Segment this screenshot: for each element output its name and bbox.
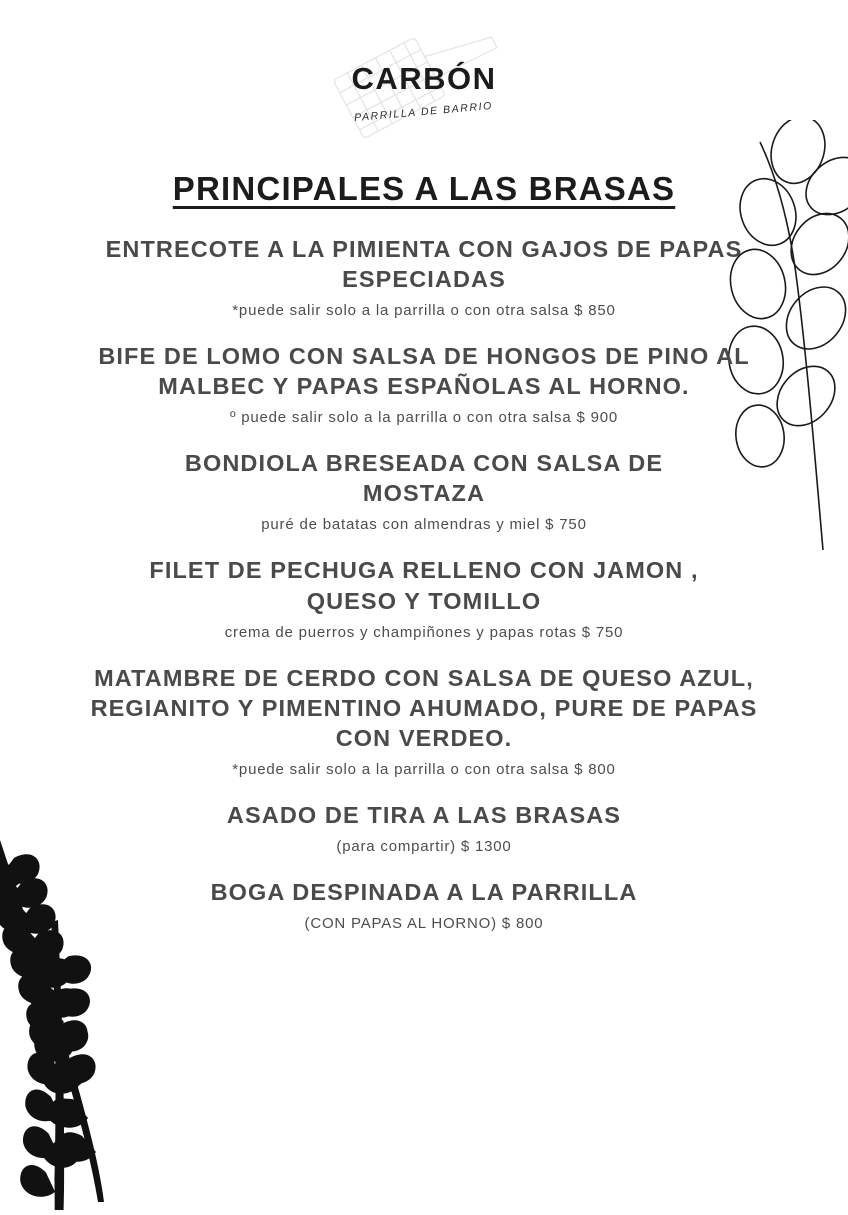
- menu-item-name: MATAMBRE DE CERDO CON SALSA DE QUESO AZUL, REGIANITO Y PIMENTINO AHUMADO, PURE DE PAPAS CON VERDEO.: [90, 664, 758, 751]
- menu-item-name: BONDIOLA BRESEADA CON SALSA DE MOSTAZA: [184, 450, 664, 507]
- brand-tagline: PARRILLA DE BARRIO: [354, 99, 494, 124]
- menu-item: [54, 877, 794, 932]
- menu-item: [54, 800, 794, 855]
- brand-logo: [0, 0, 848, 160]
- menu-item-description: º puede salir solo a la parrilla o con otra salsa $ 900: [229, 409, 618, 427]
- menu-list: [54, 234, 794, 932]
- menu-item-description: (CON PAPAS AL HORNO) $ 800: [304, 915, 544, 933]
- menu-item-name: BOGA DESPINADA A LA PARRILLA: [210, 878, 638, 905]
- menu-item: [54, 663, 794, 778]
- menu-item: [54, 234, 794, 319]
- menu-item-name: ASADO DE TIRA A LAS BRASAS: [226, 801, 622, 828]
- menu-item: [54, 448, 794, 533]
- menu-item-name: ENTRECOTE A LA PIMIENTA CON GAJOS DE PAPAS ESPECIADAS: [105, 236, 743, 293]
- menu-item-name: BIFE DE LOMO CON SALSA DE HONGOS DE PINO AL MALBEC Y PAPAS ESPAÑOLAS AL HORNO.: [98, 343, 750, 400]
- menu-item: [54, 555, 794, 640]
- menu-item-name: FILET DE PECHUGA RELLENO CON JAMON , QUESO Y TOMILLO: [149, 557, 699, 614]
- menu-item-description: *puede salir solo a la parrilla o con otra salsa $ 800: [232, 760, 616, 778]
- menu-item-description: puré de batatas con almendras y miel $ 750: [261, 516, 587, 534]
- brand-name: CARBÓN: [351, 60, 497, 96]
- menu-item-description: *puede salir solo a la parrilla o con otra salsa $ 850: [232, 302, 616, 320]
- menu-item-description: (para compartir) $ 1300: [336, 837, 512, 855]
- menu-item-description: crema de puerros y champiñones y papas rotas $ 750: [224, 623, 624, 641]
- menu-item: [54, 341, 794, 426]
- page-title: PRINCIPALES A LAS BRASAS: [172, 170, 676, 207]
